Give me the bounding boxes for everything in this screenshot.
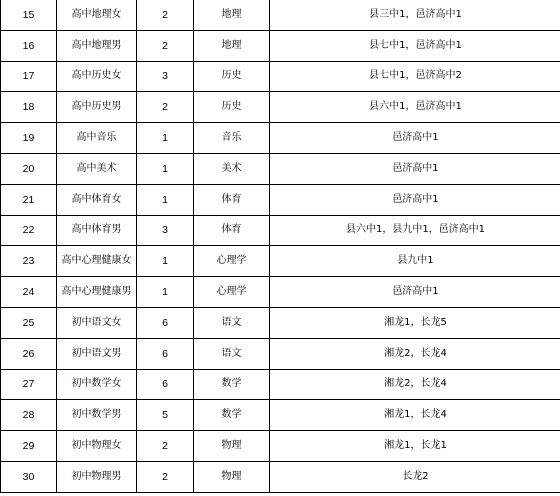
table-row <box>1 338 560 369</box>
headcount-cell[interactable]: 3 <box>137 61 194 92</box>
table-row <box>1 400 560 431</box>
table-row <box>1 461 560 492</box>
subject-cell[interactable]: 数学 <box>194 369 270 400</box>
table-row <box>1 307 560 338</box>
row-number-cell[interactable]: 26 <box>1 338 57 369</box>
headcount-cell[interactable]: 1 <box>137 277 194 308</box>
position-name-cell[interactable]: 高中历史女 <box>57 61 137 92</box>
subject-cell[interactable]: 历史 <box>194 92 270 123</box>
row-number-cell[interactable]: 24 <box>1 277 57 308</box>
subject-cell[interactable]: 语文 <box>194 307 270 338</box>
row-number-cell[interactable]: 27 <box>1 369 57 400</box>
headcount-cell[interactable]: 1 <box>137 246 194 277</box>
row-number-cell[interactable]: 21 <box>1 184 57 215</box>
school-allocation-cell[interactable]: 湘龙1，长龙4 <box>270 400 560 431</box>
subject-cell[interactable]: 数学 <box>194 400 270 431</box>
subject-cell[interactable]: 心理学 <box>194 277 270 308</box>
position-name-cell[interactable]: 高中心理健康男 <box>57 277 137 308</box>
school-allocation-cell[interactable]: 长龙2 <box>270 461 560 492</box>
row-number-cell[interactable]: 16 <box>1 30 57 61</box>
subject-cell[interactable]: 心理学 <box>194 246 270 277</box>
headcount-cell[interactable]: 5 <box>137 400 194 431</box>
table-row <box>1 0 560 30</box>
school-allocation-cell[interactable]: 县七中1，邑济高中1 <box>270 30 560 61</box>
subject-cell[interactable]: 语文 <box>194 338 270 369</box>
school-allocation-cell[interactable]: 县三中1，邑济高中1 <box>270 0 560 30</box>
table-row <box>1 92 560 123</box>
headcount-cell[interactable]: 2 <box>137 30 194 61</box>
school-allocation-cell[interactable]: 邑济高中1 <box>270 123 560 154</box>
table-row <box>1 184 560 215</box>
subject-cell[interactable]: 历史 <box>194 61 270 92</box>
subject-cell[interactable]: 物理 <box>194 431 270 462</box>
school-allocation-cell[interactable]: 县六中1，邑济高中1 <box>270 92 560 123</box>
subject-cell[interactable]: 音乐 <box>194 123 270 154</box>
table-row <box>1 61 560 92</box>
row-number-cell[interactable]: 23 <box>1 246 57 277</box>
position-name-cell[interactable]: 初中物理女 <box>57 431 137 462</box>
subject-cell[interactable]: 物理 <box>194 461 270 492</box>
subject-cell[interactable]: 体育 <box>194 215 270 246</box>
table-row <box>1 369 560 400</box>
school-allocation-cell[interactable]: 湘龙2，长龙4 <box>270 369 560 400</box>
subject-cell[interactable]: 地理 <box>194 30 270 61</box>
position-name-cell[interactable]: 初中语文女 <box>57 307 137 338</box>
table-row <box>1 431 560 462</box>
position-name-cell[interactable]: 高中地理男 <box>57 30 137 61</box>
row-number-cell[interactable]: 17 <box>1 61 57 92</box>
position-name-cell[interactable]: 高中历史男 <box>57 92 137 123</box>
table-row <box>1 153 560 184</box>
headcount-cell[interactable]: 2 <box>137 461 194 492</box>
table-row <box>1 246 560 277</box>
table-row <box>1 215 560 246</box>
school-allocation-cell[interactable]: 湘龙2，长龙4 <box>270 338 560 369</box>
subject-cell[interactable]: 地理 <box>194 0 270 30</box>
school-allocation-cell[interactable]: 县七中1，邑济高中2 <box>270 61 560 92</box>
headcount-cell[interactable]: 6 <box>137 307 194 338</box>
position-name-cell[interactable]: 高中体育男 <box>57 215 137 246</box>
headcount-cell[interactable]: 3 <box>137 215 194 246</box>
row-number-cell[interactable]: 19 <box>1 123 57 154</box>
position-name-cell[interactable]: 高中体育女 <box>57 184 137 215</box>
position-name-cell[interactable]: 高中美术 <box>57 153 137 184</box>
position-name-cell[interactable]: 初中数学男 <box>57 400 137 431</box>
position-name-cell[interactable]: 高中地理女 <box>57 0 137 30</box>
headcount-cell[interactable]: 2 <box>137 431 194 462</box>
headcount-cell[interactable]: 1 <box>137 123 194 154</box>
headcount-cell[interactable]: 6 <box>137 338 194 369</box>
headcount-cell[interactable]: 1 <box>137 153 194 184</box>
table-body <box>1 0 560 492</box>
headcount-cell[interactable]: 6 <box>137 369 194 400</box>
table-row <box>1 30 560 61</box>
school-allocation-cell[interactable]: 县九中1 <box>270 246 560 277</box>
school-allocation-cell[interactable]: 邑济高中1 <box>270 184 560 215</box>
row-number-cell[interactable]: 30 <box>1 461 57 492</box>
position-name-cell[interactable]: 初中物理男 <box>57 461 137 492</box>
row-number-cell[interactable]: 18 <box>1 92 57 123</box>
row-number-cell[interactable]: 28 <box>1 400 57 431</box>
table-row <box>1 277 560 308</box>
headcount-cell[interactable]: 2 <box>137 92 194 123</box>
subject-cell[interactable]: 美术 <box>194 153 270 184</box>
row-number-cell[interactable]: 25 <box>1 307 57 338</box>
subject-cell[interactable]: 体育 <box>194 184 270 215</box>
position-name-cell[interactable]: 高中心理健康女 <box>57 246 137 277</box>
row-number-cell[interactable]: 20 <box>1 153 57 184</box>
school-allocation-cell[interactable]: 县六中1，县九中1，邑济高中1 <box>270 215 560 246</box>
school-allocation-cell[interactable]: 邑济高中1 <box>270 277 560 308</box>
headcount-cell[interactable]: 2 <box>137 0 194 30</box>
headcount-cell[interactable]: 1 <box>137 184 194 215</box>
row-number-cell[interactable]: 22 <box>1 215 57 246</box>
position-name-cell[interactable]: 初中语文男 <box>57 338 137 369</box>
school-allocation-cell[interactable]: 湘龙1，长龙1 <box>270 431 560 462</box>
table-row <box>1 123 560 154</box>
row-number-cell[interactable]: 15 <box>1 0 57 30</box>
position-name-cell[interactable]: 初中数学女 <box>57 369 137 400</box>
position-name-cell[interactable]: 高中音乐 <box>57 123 137 154</box>
row-number-cell[interactable]: 29 <box>1 431 57 462</box>
school-allocation-cell[interactable]: 邑济高中1 <box>270 153 560 184</box>
school-allocation-cell[interactable]: 湘龙1，长龙5 <box>270 307 560 338</box>
